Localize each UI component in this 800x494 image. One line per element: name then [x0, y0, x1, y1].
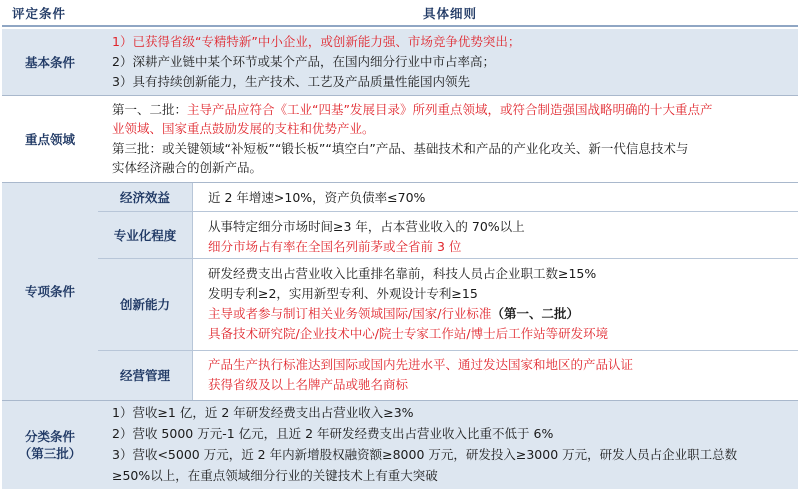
- row-basic: [2, 29, 798, 95]
- sub-divider: [98, 350, 798, 351]
- sub-innov-label: 创新能力: [98, 259, 192, 350]
- key-line-1-red: 主导产品应符合《工业“四基”发展目录》所列重点领域，或符合制造强国战略明确的十大重点产: [187, 102, 713, 117]
- key-line-1: [112, 101, 712, 118]
- classify-line-4: ≥50%以上，在重点领域细分行业的关键技术上有重大突破: [112, 468, 438, 483]
- key-line-2: 业领域、国家重点鼓励发展的支柱和优势产业。: [112, 121, 375, 136]
- label-special: 专项条件: [2, 183, 98, 400]
- sub-econ-label: 经济效益: [98, 183, 192, 211]
- label-basic: 基本条件: [24, 54, 75, 70]
- label-classify-batch: （第三批）: [18, 446, 82, 461]
- innov-line-3-batch: （第一、二批）: [491, 306, 579, 321]
- sub-divider: [98, 258, 798, 259]
- innov-line-2: 发明专利≥2，实用新型专利、外观设计专利≥15: [208, 286, 478, 301]
- sub-mgmt-label: 经营管理: [98, 351, 192, 400]
- classify-line-3: 3）营收<5000 万元，近 2 年内新增股权融资额≥8000 万元，研发投入≥3000 万元，研发人员占企业职工总数: [112, 447, 738, 462]
- label-classify: [2, 401, 98, 489]
- table-header: [2, 0, 798, 27]
- basic-line-3: 3）具有持续创新能力，生产技术、工艺及产品质量性能国内领先: [112, 74, 470, 89]
- row-special: [2, 183, 798, 400]
- basic-line-1: 1）已获得省级“专精特新”中小企业，或创新能力强、市场竞争优势突出；: [112, 34, 521, 49]
- label-classify-title: 分类条件: [24, 429, 75, 444]
- mgmt-line-2: 获得省级及以上名牌产品或驰名商标: [208, 377, 409, 392]
- mgmt-line-1: 产品生产执行标准达到国际或国内先进水平、通过发达国家和地区的产品认证: [208, 357, 634, 372]
- key-line-4: 实体经济融合的创新产品。: [112, 160, 263, 175]
- innov-line-3: [208, 305, 579, 322]
- spec-line-1: 从事特定细分市场时间≥3 年，占本营业收入的 70%以上: [208, 219, 525, 234]
- header-details: 具体细则: [422, 6, 477, 21]
- innov-line-3-red: 主导或者参与制订相关业务领域国际/国家/行业标准: [208, 306, 492, 321]
- criteria-table: [2, 0, 798, 494]
- row-key-areas: [2, 96, 798, 182]
- row-classify: [2, 401, 798, 489]
- key-line-1-prefix: 第一、二批：: [112, 102, 188, 117]
- classify-line-1: 1）营收≥1 亿，近 2 年研发经费支出占营业收入≥3%: [112, 405, 414, 420]
- sub-spec-label: 专业化程度: [98, 212, 192, 258]
- column-divider: [192, 183, 193, 400]
- classify-line-2: 2）营收 5000 万元-1 亿元，且近 2 年研发经费支出占营业收入比重不低于 6%: [112, 426, 554, 441]
- label-key-areas: 重点领域: [24, 131, 75, 147]
- sub-divider: [98, 211, 798, 212]
- innov-line-1: 研发经费支出占营业收入比重排名靠前，科技人员占企业职工数≥15%: [208, 266, 597, 281]
- basic-line-2: 2）深耕产业链中某个环节或某个产品，在国内细分行业中市占率高；: [112, 54, 495, 69]
- innov-line-4: 具备技术研究院/企业技术中心/院士专家工作站/博士后工作站等研发环境: [208, 326, 609, 341]
- spec-line-2: 细分市场占有率在全国名列前茅或全省前 3 位: [208, 239, 462, 254]
- econ-line: 近 2 年增速>10%，资产负债率≤70%: [208, 190, 426, 205]
- key-line-3: 第三批：或关键领域“补短板”“锻长板”“填空白”产品、基础技术和产品的产业化攻关、新一代信息技术与: [112, 141, 689, 156]
- header-criteria: 评定条件: [12, 6, 67, 21]
